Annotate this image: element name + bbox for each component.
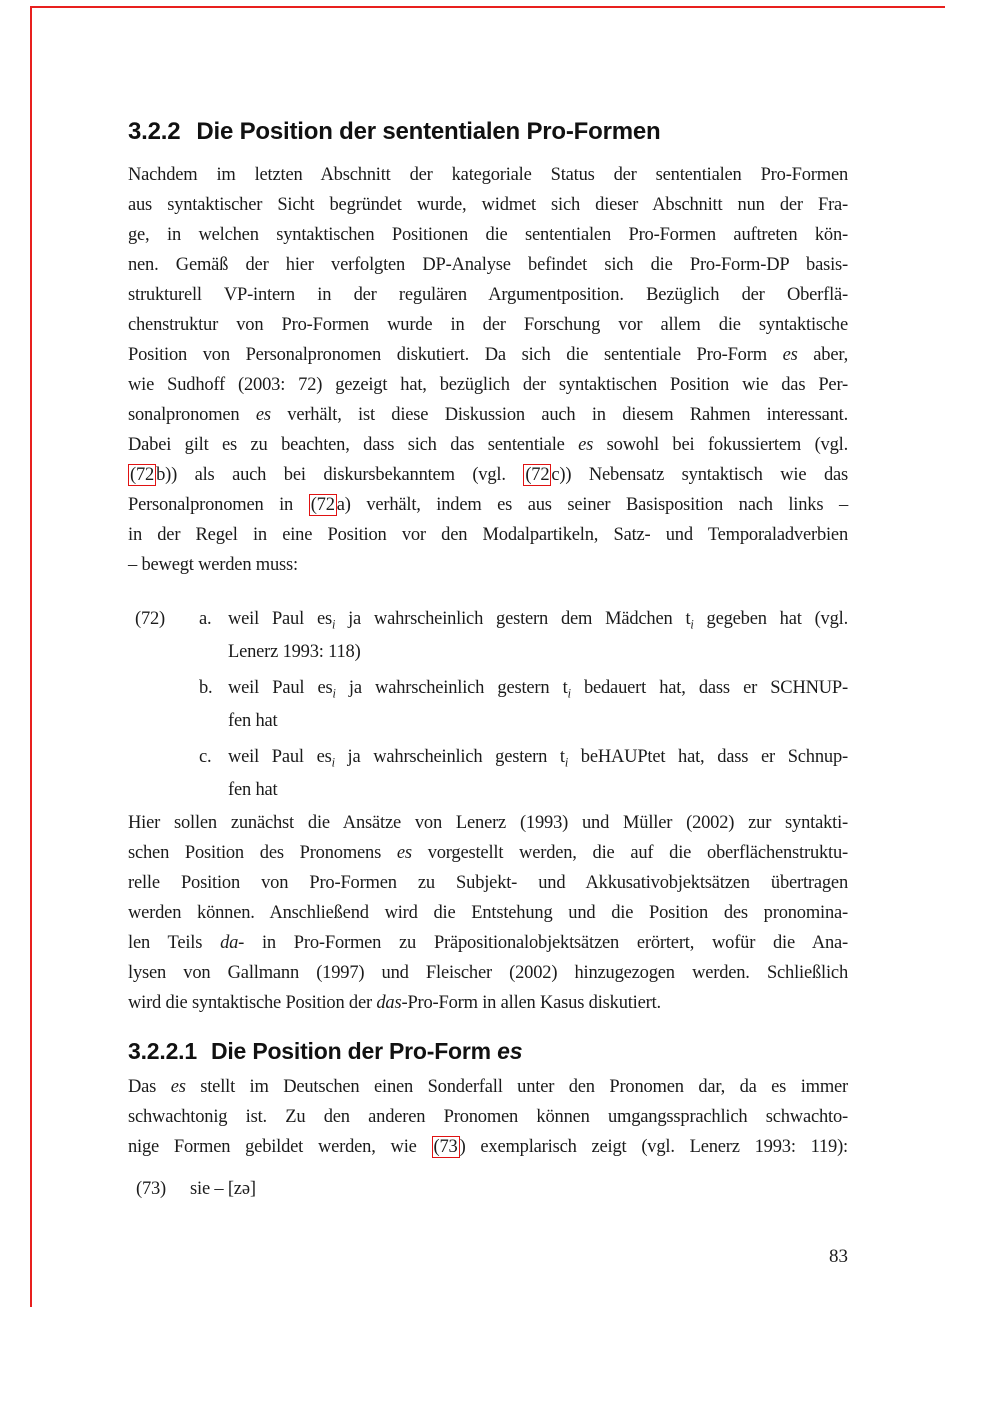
text-line [128, 868, 848, 898]
text-run: weil Paul es [228, 747, 332, 767]
text-line [128, 1132, 848, 1162]
text-run: Position von Personalpronomen diskutiert. Da sich die sententiale Pro-Form [128, 345, 783, 365]
section-title: Die Position der sententialen Pro-Formen [196, 118, 661, 145]
italic-text: das [376, 993, 402, 1013]
subsection-number: 3.2.2.1 [128, 1038, 197, 1064]
text-run: Lenerz 1993: 118) [228, 642, 361, 662]
text-run: wie Sudhoff (2003: 72) gezeigt hat, bezüglich der syntaktischen Position wie das Per- [128, 375, 848, 395]
text-line [228, 672, 848, 705]
text-run: fen hat [228, 711, 278, 731]
example-item-text [228, 741, 848, 807]
example-number-label: (73) [136, 1179, 167, 1199]
text-run: ja wahrscheinlich gestern t [334, 747, 565, 767]
text-run: beHAUPtet hat, dass er Schnup- [568, 747, 848, 767]
text-line [128, 988, 848, 1018]
example-item-letter: c. [199, 747, 212, 767]
italic-text: da- [220, 933, 245, 953]
text-line [228, 603, 848, 636]
subsection-title: Die Position der Pro-Form [210, 1038, 491, 1064]
text-run: – bewegt werden muss: [128, 555, 298, 575]
section-number: 3.2.2 [128, 118, 181, 145]
text-line [128, 280, 848, 310]
text-run: werden können. Anschließend wird die Entstehung und die Position des pronomina- [128, 903, 848, 923]
text-run: a) verhält, indem es aus seiner Basisposition nach links – [336, 495, 848, 515]
text-run: b)) als auch bei diskursbekanntem (vgl. [156, 465, 524, 485]
ref-link-box[interactable]: (72 [310, 495, 335, 515]
page-number: 83 [829, 1246, 848, 1267]
text-run: weil Paul es [228, 609, 332, 629]
example-item-letter: a. [199, 609, 212, 629]
example-text: sie – [zə] [190, 1179, 256, 1199]
text-line [128, 190, 848, 220]
paragraph-1 [128, 160, 848, 580]
text-line [128, 898, 848, 928]
text-run: vorgestellt werden, die auf die oberflächenstruktu- [411, 843, 849, 863]
text-run: ja wahrscheinlich gestern dem Mädchen t [335, 609, 691, 629]
text-run: nige Formen gebildet werden, wie [128, 1137, 432, 1157]
example-item-c [135, 741, 848, 807]
italic-text: es [782, 345, 798, 365]
text-run: chenstruktur von Pro-Formen wurde in der Forschung vor allem die syntaktische [128, 315, 848, 335]
text-run: schwachtonig ist. Zu den anderen Pronomen können umgangssprachlich schwachto- [128, 1107, 848, 1127]
subscript-index: i [567, 686, 571, 701]
text-line [128, 310, 848, 340]
text-run: in der Regel in eine Position vor den Modalpartikeln, Satz- und Temporaladverbien [128, 525, 848, 545]
text-run: c)) Nebensatz syntaktisch wie das [551, 465, 849, 485]
text-line [128, 928, 848, 958]
text-run: lysen von Gallmann (1997) und Fleischer (2002) hinzugezogen werden. Schließlich [128, 963, 848, 983]
text-line [128, 400, 848, 430]
text-line [128, 490, 848, 520]
text-line [128, 460, 848, 490]
ref-link-box[interactable]: (73 [433, 1137, 458, 1157]
text-run: wird die syntaktische Position der [128, 993, 377, 1013]
example-item-b [135, 672, 848, 738]
example-item-a [135, 603, 848, 669]
text-line [128, 808, 848, 838]
text-run: stellt im Deutschen einen Sonderfall unter den Pronomen dar, da es immer [185, 1077, 848, 1097]
text-run: -Pro-Form in allen Kasus diskutiert. [401, 993, 661, 1013]
text-run: Dabei gilt es zu beachten, dass sich das sententiale [128, 435, 579, 455]
text-run: ) exemplarisch zeigt (vgl. Lenerz 1993: 119): [459, 1137, 848, 1157]
subsection-heading [128, 1038, 848, 1065]
text-line [128, 838, 848, 868]
text-run: len Teils [128, 933, 221, 953]
text-line [228, 774, 848, 807]
ref-link-box[interactable]: (72 [525, 465, 550, 485]
text-run: Personalpronomen in [128, 495, 309, 515]
text-run: verhält, ist diese Diskussion auch in diesem Rahmen interessant. [270, 405, 848, 425]
text-line [228, 636, 848, 669]
text-line [128, 520, 848, 550]
text-run: Das [128, 1077, 171, 1097]
subscript-index: i [331, 755, 335, 770]
example-72 [135, 603, 848, 807]
italic-text: es [170, 1077, 186, 1097]
text-run: ge, in welchen syntaktischen Positionen die sententialen Pro-Formen auftreten kön- [128, 225, 848, 245]
subscript-index: i [564, 755, 569, 770]
paragraph-2 [128, 808, 848, 1018]
text-line [128, 958, 848, 988]
text-run: ja wahrscheinlich gestern t [335, 678, 568, 698]
text-run: nen. Gemäß der hier verfolgten DP-Analyse befindet sich die Pro-Form-DP basis- [128, 255, 848, 275]
text-run: fen hat [228, 780, 278, 800]
text-run: weil Paul es [228, 678, 333, 698]
text-line [128, 250, 848, 280]
text-line [228, 705, 848, 738]
ref-link-box[interactable]: (72 [130, 465, 155, 485]
example-73 [136, 1174, 848, 1204]
text-run: strukturell VP-intern in der regulären Argumentposition. Bezüglich der Oberflä- [128, 285, 848, 305]
italic-text: es [578, 435, 594, 455]
text-run: relle Position von Pro-Formen zu Subjekt- und Akkusativobjektsätzen übertragen [128, 873, 848, 893]
text-run: Hier sollen zunächst die Ansätze von Lenerz (1993) und Müller (2002) zur syntakti- [128, 813, 848, 833]
text-line [228, 741, 848, 774]
text-run: in Pro-Formen zu Präpositionalobjektsätzen erörtert, wofür die Ana- [244, 933, 849, 953]
subscript-index: i [331, 617, 336, 632]
example-item-letter: b. [199, 678, 213, 698]
italic-text: es [255, 405, 271, 425]
text-line [128, 430, 848, 460]
text-line [128, 340, 848, 370]
example-item-text [228, 672, 848, 738]
subsection-title-italic: es [497, 1038, 523, 1064]
text-run: bedauert hat, dass er SCHNUP- [570, 678, 848, 698]
text-line [128, 1072, 848, 1102]
example-number-label: (72) [135, 609, 166, 629]
italic-text: es [396, 843, 412, 863]
red-frame-left-line [30, 6, 32, 1307]
subscript-index: i [332, 686, 336, 701]
text-line [128, 220, 848, 250]
text-line [128, 550, 848, 580]
red-frame-top-line [30, 6, 945, 8]
text-run: gegeben hat (vgl. [693, 609, 848, 629]
text-run: schen Position des Pronomens [128, 843, 397, 863]
paragraph-3 [128, 1072, 848, 1162]
text-run: sowohl bei fokussiertem (vgl. [593, 435, 848, 455]
section-heading [128, 118, 848, 146]
subscript-index: i [690, 617, 694, 632]
text-line [128, 1102, 848, 1132]
text-run: sonalpronomen [128, 405, 256, 425]
text-run: Nachdem im letzten Abschnitt der kategoriale Status der sententialen Pro-Formen [128, 165, 848, 185]
text-line [128, 160, 848, 190]
example-item-text [228, 603, 848, 669]
text-line [128, 370, 848, 400]
text-run: aus syntaktischer Sicht begründet wurde, widmet sich dieser Abschnitt nun der Fra- [128, 195, 848, 215]
text-run: aber, [797, 345, 848, 365]
